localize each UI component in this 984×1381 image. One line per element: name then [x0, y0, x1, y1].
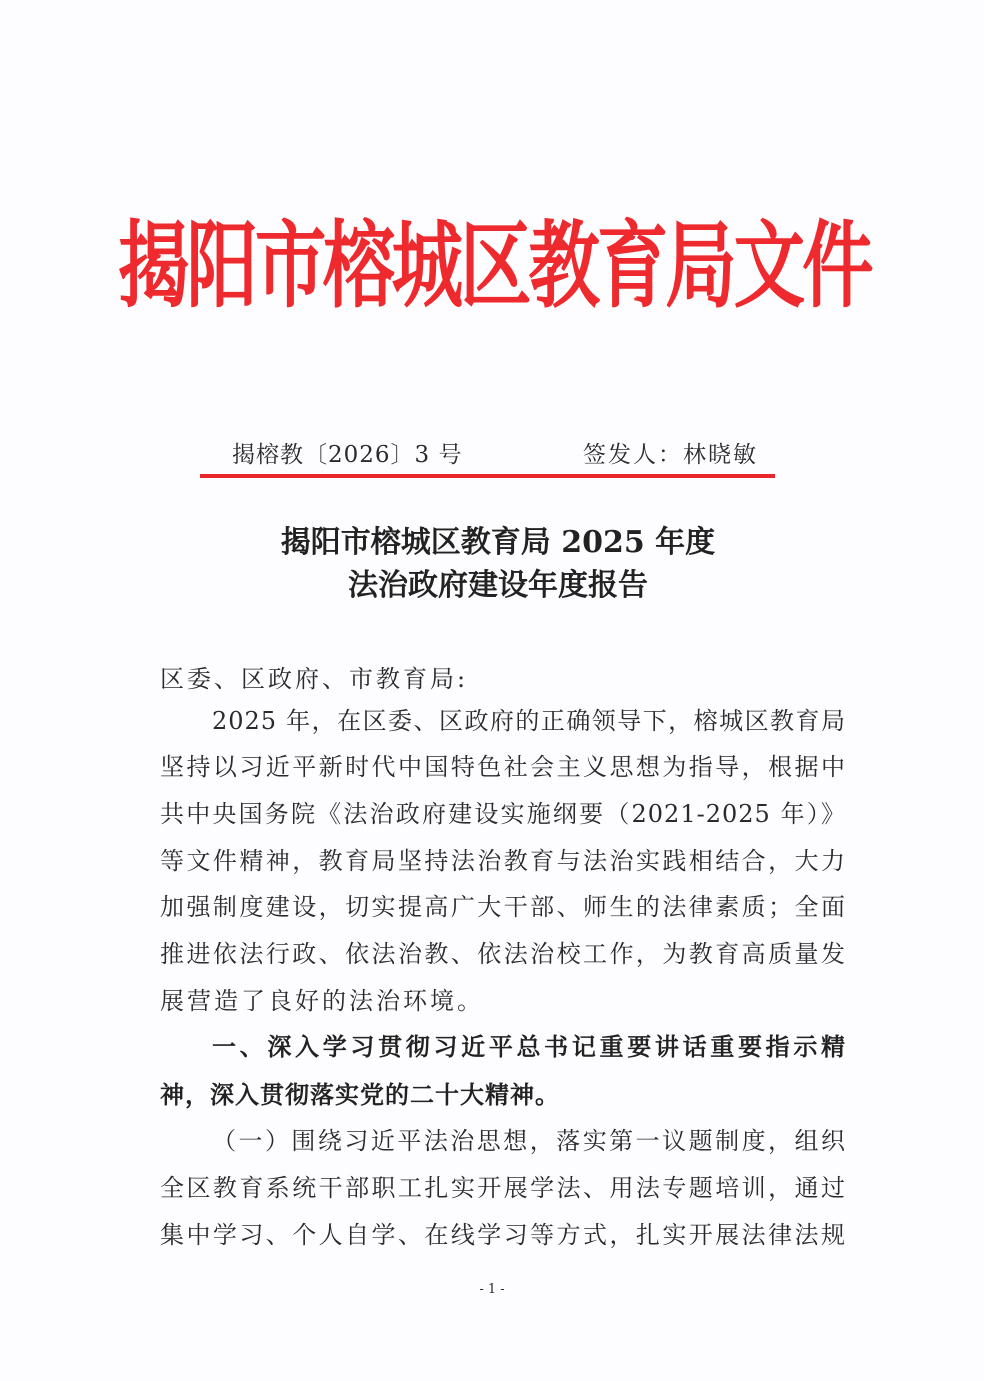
body-line: 加强制度建设，切实提高广大干部、师生的法律素质；全面 [160, 893, 846, 921]
body-line: 坚持以习近平新时代中国特色社会主义思想为指导，根据中 [160, 753, 846, 781]
body-line: （一）围绕习近平法治思想，落实第一议题制度，组织 [212, 1127, 846, 1155]
section-heading-1-cont: 神，深入贯彻落实党的二十大精神。 [160, 1081, 560, 1109]
signer: 签发人：林晓敏 [583, 442, 758, 468]
body-line: 等文件精神，教育局坚持法治教育与法治实践相结合，大力 [160, 847, 846, 875]
document-header-title: 揭阳市榕城区教育局文件 [118, 212, 871, 321]
page-number: - 1 - [479, 1282, 505, 1297]
section-heading-1: 一、深入学习贯彻习近平总书记重要讲话重要指示精 [212, 1033, 846, 1061]
body-line: 推进依法行政、依法治教、依法治校工作，为教育高质量发 [160, 940, 846, 968]
body-line: 展营造了良好的法治环境。 [160, 987, 484, 1015]
red-divider-line [200, 474, 775, 478]
document-number: 揭榕教〔2026〕3 号 [232, 442, 463, 468]
report-title-line-1: 揭阳市榕城区教育局 2025 年度 [280, 525, 716, 560]
body-line: 集中学习、个人自学、在线学习等方式，扎实开展法律法规 [160, 1221, 846, 1249]
body-line: 共中央国务院《法治政府建设实施纲要（2021-2025 年）》 [160, 800, 846, 828]
salutation: 区委、区政府、市教育局: [160, 665, 469, 693]
body-line: 2025 年，在区委、区政府的正确领导下，榕城区教育局 [212, 707, 846, 735]
body-line: 全区教育系统干部职工扎实开展学法、用法专题培训，通过 [160, 1174, 846, 1202]
report-title-line-2: 法治政府建设年度报告 [348, 568, 648, 603]
